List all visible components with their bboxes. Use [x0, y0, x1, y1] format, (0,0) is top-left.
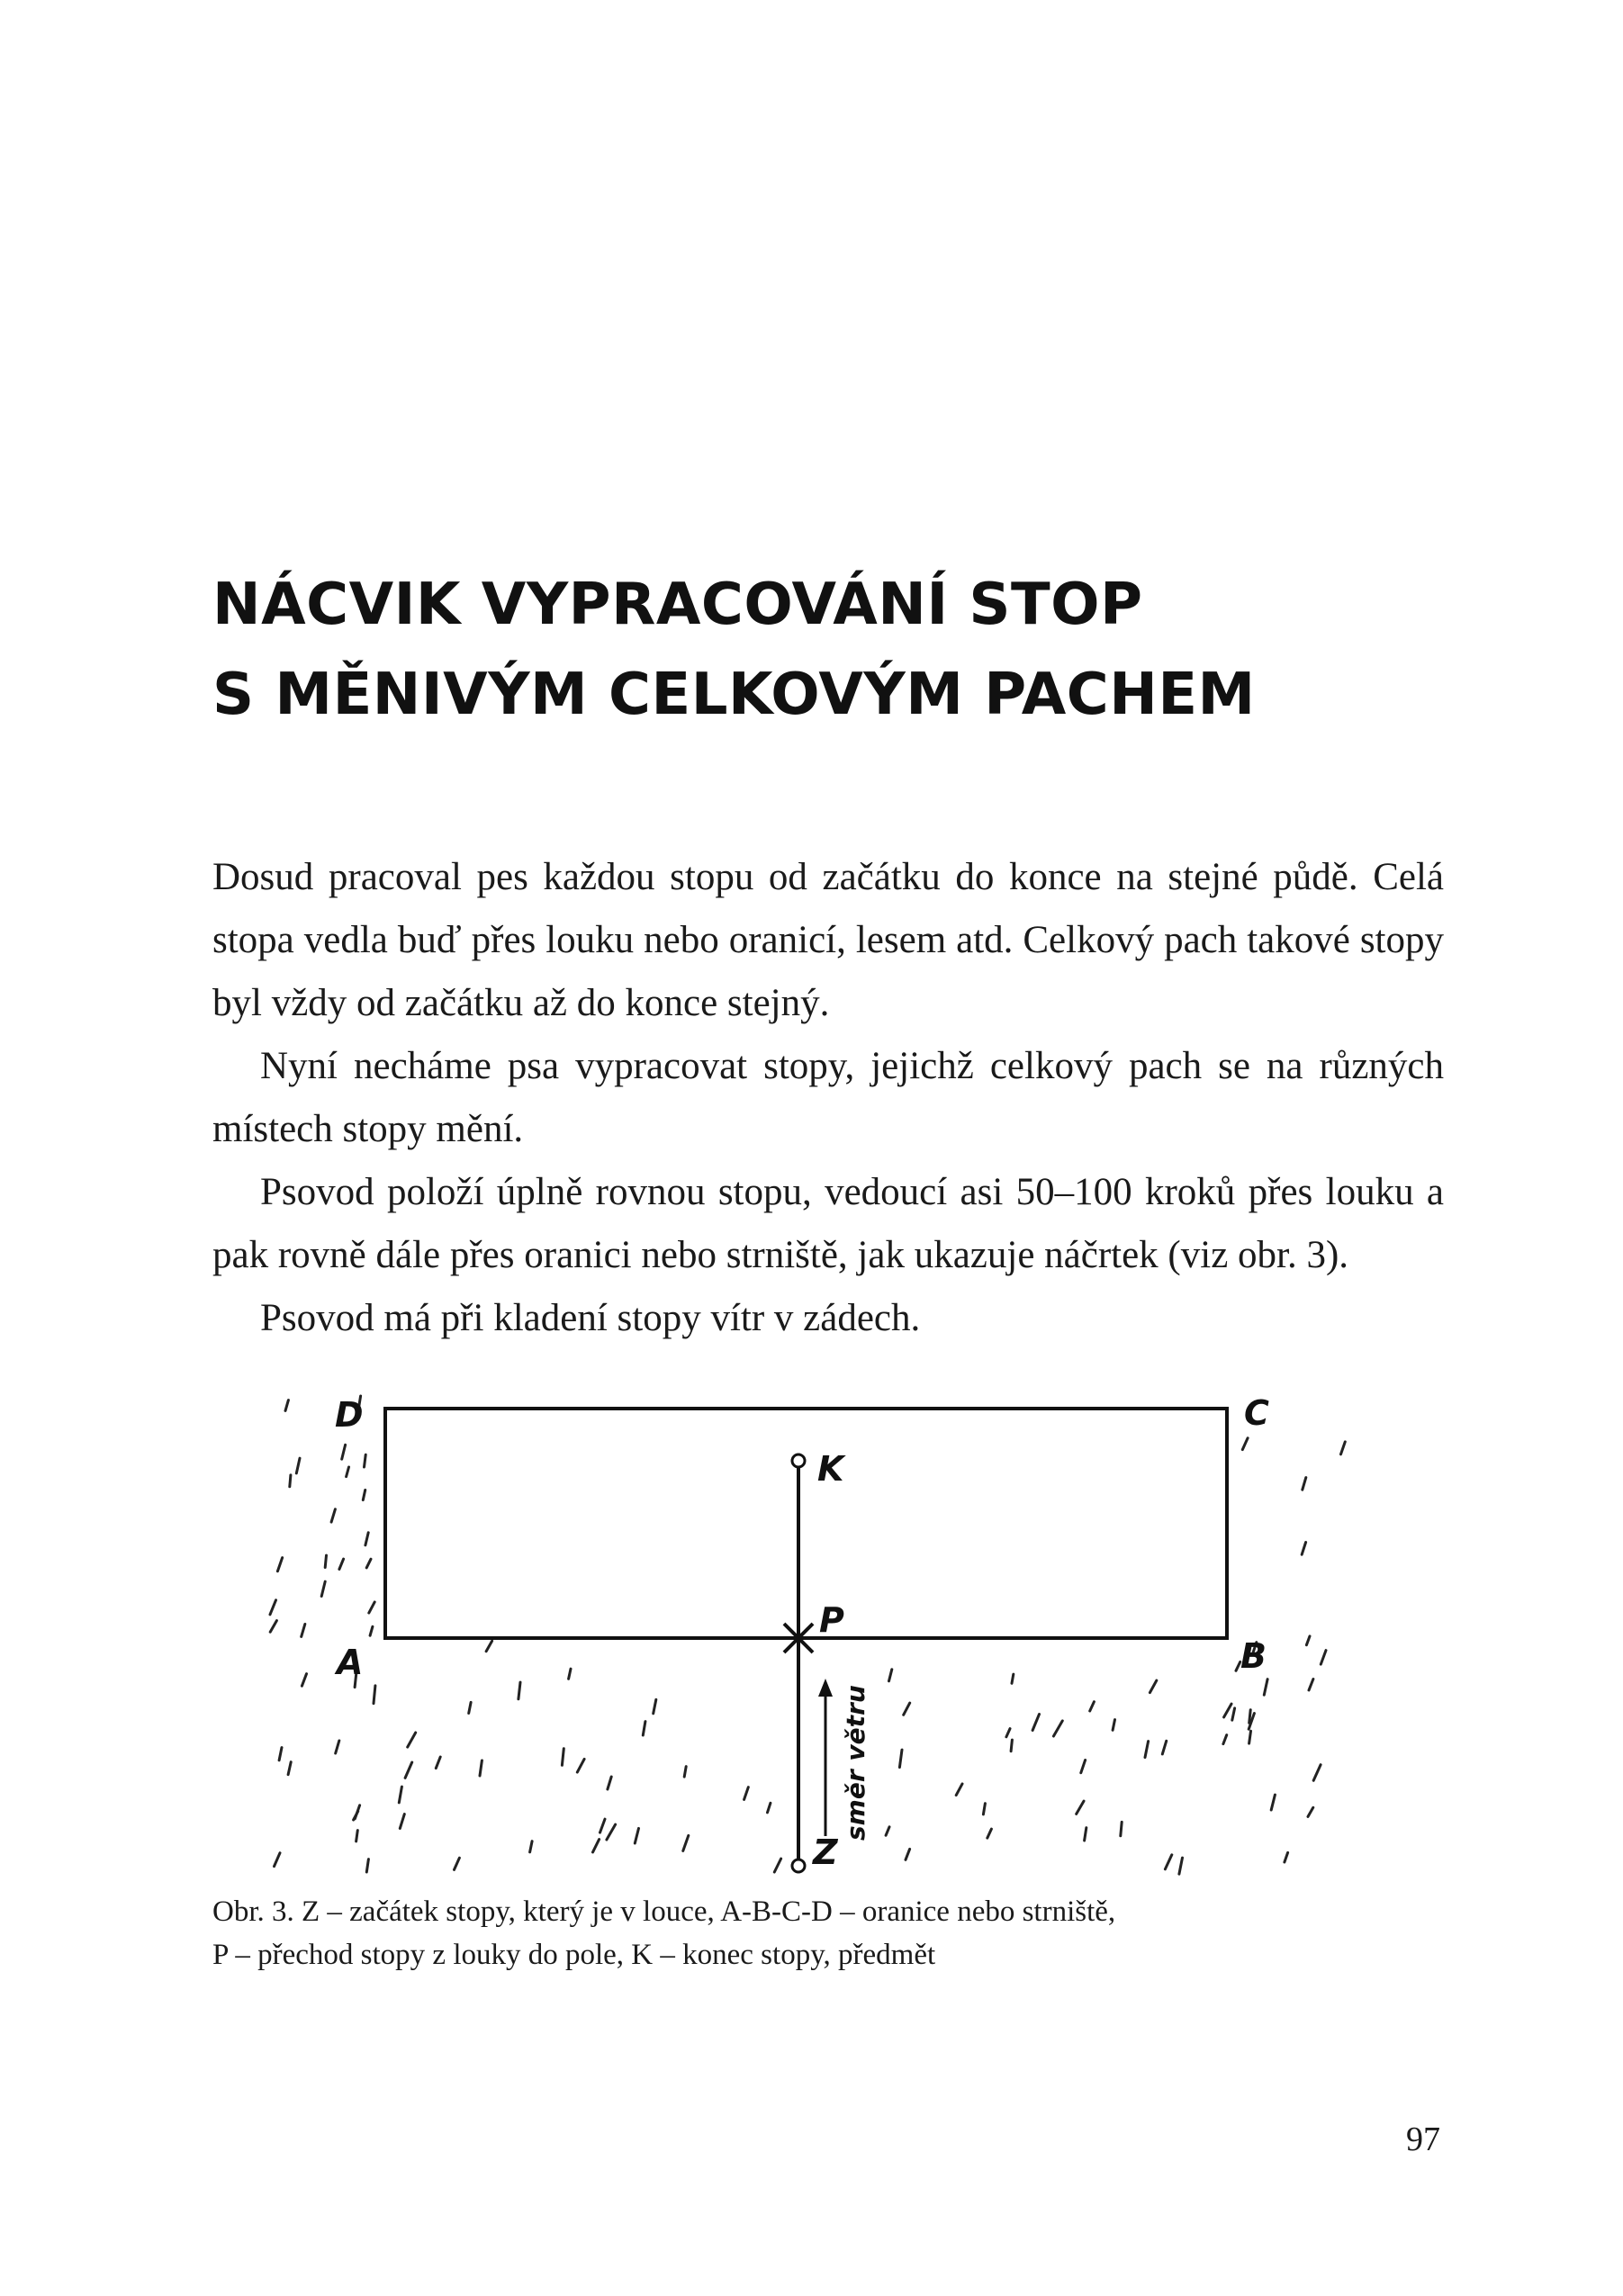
grass-stroke — [684, 1767, 686, 1778]
caption-line-1: Obr. 3. Z – začátek stopy, který je v louce, A-B-C-D – oranice nebo strniště, — [212, 1895, 1116, 1928]
grass-stroke — [744, 1787, 749, 1800]
chapter-title-line-1: NÁCVIK VYPRACOVÁNÍ STOP — [212, 572, 1143, 638]
grass-stroke — [331, 1509, 335, 1522]
grass-stroke — [774, 1859, 780, 1872]
grass-stroke — [486, 1641, 492, 1652]
track-end-point — [792, 1454, 805, 1467]
paragraph-3: Psovod položí úplně rovnou stopu, vedoucí asi 50–100 kroků přes louku a pak rovně dále přes oranici nebo strniště, jak ukazuje náčrtek (viz obr. 3). — [212, 1171, 1444, 1276]
grass-stroke — [1308, 1807, 1313, 1816]
grass-stroke — [643, 1722, 645, 1735]
grass-stroke — [1224, 1704, 1231, 1717]
label-c: C — [1244, 1393, 1269, 1433]
grass-stroke — [530, 1841, 533, 1852]
track-diagram-figure — [252, 1382, 1368, 1886]
grass-stroke — [365, 1533, 368, 1545]
grass-stroke — [1236, 1662, 1240, 1671]
grass-stroke — [768, 1803, 771, 1813]
grass-stroke — [1090, 1702, 1095, 1711]
grass-stroke — [654, 1699, 656, 1713]
grass-stroke — [1341, 1442, 1346, 1454]
grass-stroke — [518, 1682, 520, 1699]
grass-stroke — [275, 1853, 281, 1867]
paragraph-1: Dosud pracoval pes každou stopu od začátku do konce na stejné půdě. Celá stopa vedla buď přes louku nebo oranicí, lesem atd. Celkový pach takové stopy byl vždy od začátku až do konce stejný. — [212, 856, 1444, 1024]
meadow-texture — [270, 1396, 1345, 1874]
grass-stroke — [635, 1828, 638, 1843]
grass-stroke — [302, 1625, 305, 1637]
figure-caption — [212, 1890, 1473, 1976]
grass-stroke — [1113, 1720, 1114, 1731]
grass-stroke — [369, 1602, 374, 1613]
grass-stroke — [339, 1559, 344, 1569]
grass-stroke — [1150, 1680, 1156, 1693]
grass-stroke — [296, 1458, 300, 1473]
grass-stroke — [983, 1804, 985, 1814]
page-number: 97 — [1406, 2120, 1440, 2158]
grass-stroke — [1302, 1543, 1305, 1555]
grass-stroke — [1162, 1741, 1166, 1754]
grass-stroke — [1223, 1735, 1227, 1744]
grass-stroke — [347, 1467, 349, 1477]
grass-stroke — [569, 1669, 571, 1679]
grass-stroke — [608, 1777, 611, 1789]
grass-stroke — [336, 1741, 339, 1753]
label-a: A — [337, 1643, 364, 1682]
grass-stroke — [285, 1400, 288, 1411]
grass-stroke — [366, 1859, 368, 1872]
grass-stroke — [302, 1674, 306, 1687]
grass-stroke — [956, 1784, 962, 1796]
grass-stroke — [405, 1762, 412, 1778]
paragraph-2: Nyní necháme psa vypracovat stopy, jejichž celkový pach se na různých místech stopy mění. — [212, 1045, 1444, 1150]
track-diagram — [252, 1382, 1368, 1886]
grass-stroke — [1321, 1651, 1326, 1665]
grass-stroke — [1165, 1855, 1171, 1869]
grass-stroke — [325, 1555, 326, 1567]
grass-stroke — [607, 1824, 616, 1840]
grass-stroke — [365, 1454, 366, 1467]
grass-stroke — [889, 1670, 892, 1681]
grass-stroke — [480, 1760, 482, 1776]
grass-stroke — [400, 1814, 404, 1829]
grass-stroke — [562, 1749, 564, 1766]
grass-stroke — [1264, 1679, 1267, 1696]
grass-stroke — [374, 1686, 375, 1704]
wind-direction-label: směr větru — [841, 1685, 870, 1841]
chapter-title-line-2: S MĚNIVÝM CELKOVÝM PACHEM — [212, 662, 1256, 728]
grass-stroke — [408, 1733, 416, 1747]
grass-stroke — [1006, 1729, 1010, 1737]
grass-stroke — [906, 1849, 910, 1859]
paragraph-4: Psovod má při kladení stopy vítr v zádech. — [260, 1297, 921, 1339]
grass-stroke — [600, 1819, 606, 1832]
grass-stroke — [270, 1600, 276, 1615]
grass-stroke — [1011, 1740, 1012, 1751]
grass-stroke — [366, 1559, 371, 1568]
label-d: D — [335, 1395, 364, 1435]
grass-stroke — [288, 1762, 291, 1775]
grass-stroke — [593, 1840, 600, 1852]
grass-stroke — [1242, 1438, 1248, 1450]
label-p: P — [819, 1600, 844, 1640]
grass-stroke — [683, 1835, 689, 1850]
grass-stroke — [321, 1581, 325, 1596]
grass-stroke — [1303, 1478, 1306, 1490]
grass-stroke — [1121, 1822, 1122, 1835]
grass-stroke — [1285, 1852, 1288, 1862]
grass-stroke — [290, 1475, 291, 1487]
grass-stroke — [577, 1759, 584, 1772]
grass-stroke — [455, 1858, 460, 1869]
chapter-title — [212, 560, 1256, 740]
grass-stroke — [1081, 1760, 1086, 1773]
grass-stroke — [1032, 1715, 1039, 1731]
grass-stroke — [1232, 1708, 1235, 1720]
label-b: B — [1240, 1636, 1267, 1676]
grass-stroke — [886, 1827, 889, 1835]
grass-stroke — [1053, 1721, 1062, 1736]
grass-stroke — [1179, 1858, 1183, 1874]
body-text — [212, 846, 1444, 1350]
field-rectangle — [385, 1409, 1227, 1638]
grass-stroke — [277, 1558, 282, 1571]
grass-stroke — [279, 1748, 282, 1760]
track-start-point — [792, 1859, 805, 1872]
grass-stroke — [1077, 1801, 1084, 1814]
grass-stroke — [1309, 1679, 1313, 1690]
grass-stroke — [1085, 1828, 1087, 1841]
grass-stroke — [1145, 1742, 1149, 1758]
grass-stroke — [342, 1445, 346, 1459]
grass-stroke — [1313, 1765, 1321, 1781]
grass-stroke — [399, 1787, 401, 1803]
wind-arrow-head — [818, 1679, 833, 1697]
grass-stroke — [1306, 1636, 1310, 1645]
grass-stroke — [904, 1703, 910, 1715]
grass-stroke — [469, 1702, 471, 1713]
grass-stroke — [363, 1490, 365, 1500]
label-z: Z — [813, 1832, 838, 1872]
grass-stroke — [270, 1621, 276, 1633]
grass-stroke — [1271, 1795, 1275, 1810]
grass-stroke — [987, 1829, 992, 1838]
grass-stroke — [1249, 1731, 1251, 1743]
label-k: K — [817, 1449, 844, 1489]
grass-stroke — [370, 1626, 373, 1635]
grass-stroke — [356, 1831, 358, 1841]
grass-stroke — [436, 1757, 440, 1769]
grass-stroke — [899, 1750, 902, 1768]
caption-line-2: P – přechod stopy z louky do pole, K – konec stopy, předmět — [212, 1939, 936, 1971]
grass-stroke — [1012, 1674, 1014, 1683]
